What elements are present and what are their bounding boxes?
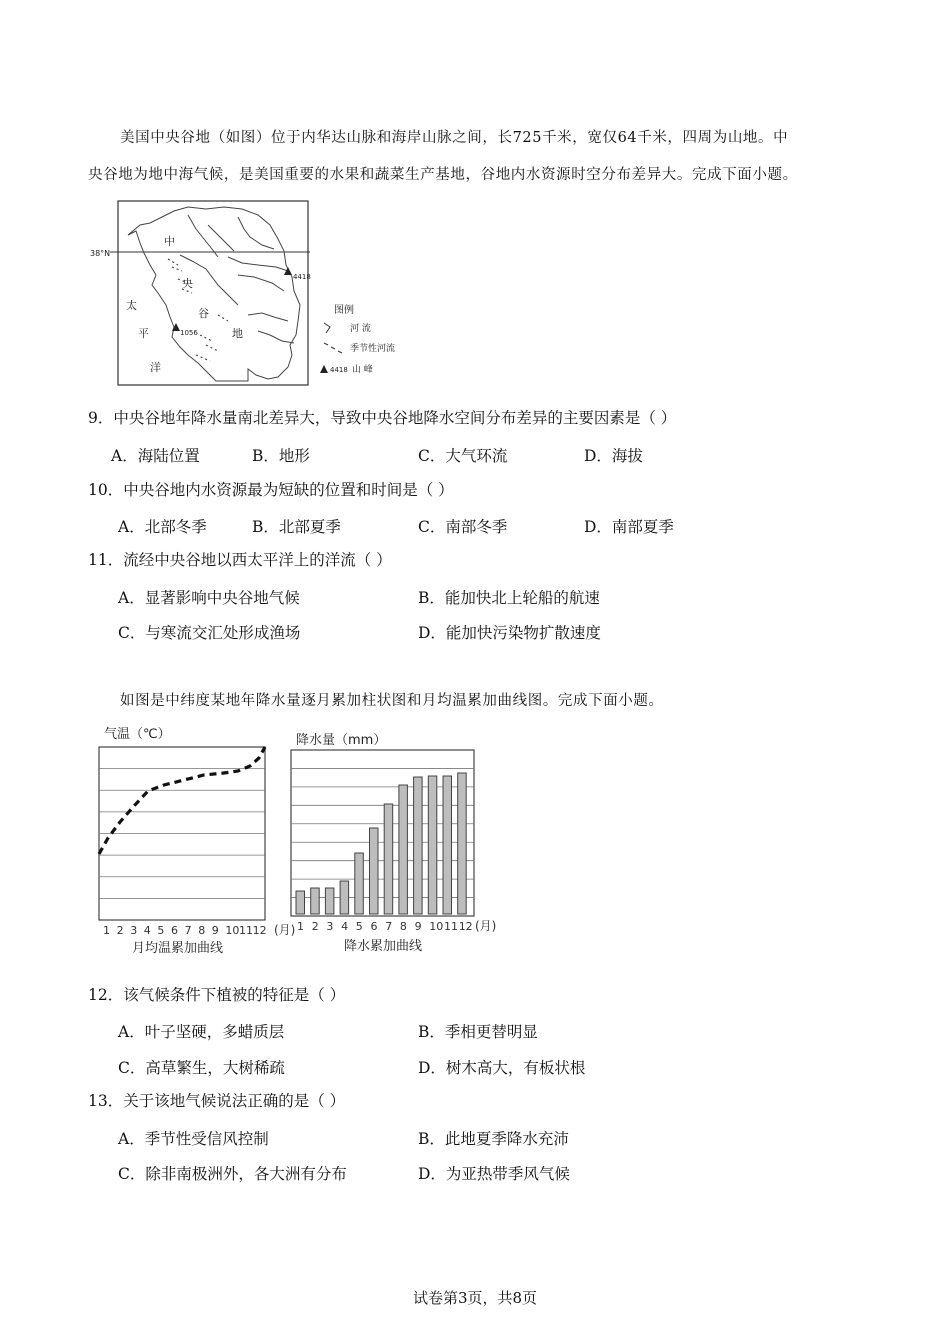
q12-option-d[interactable]: D．树木高大，有板状根 — [418, 1059, 586, 1077]
precip-chart-xticks — [297, 920, 473, 933]
temp-xtick: 10 — [225, 924, 240, 937]
temp-chart-x-unit: (月) — [274, 923, 296, 937]
temp-chart-xticks — [103, 924, 267, 937]
precip-xtick: 8 — [399, 920, 407, 933]
precip-bar — [399, 785, 408, 914]
precip-xtick: 12 — [458, 920, 473, 933]
q13-option-a[interactable]: A．季节性受信风控制 — [118, 1130, 269, 1148]
q10-option-d[interactable]: D．南部夏季 — [584, 518, 674, 536]
temp-xtick: 6 — [171, 924, 178, 937]
precip-bar — [414, 777, 423, 914]
precip-bar — [443, 776, 452, 914]
legend-peak: 山 峰 — [352, 365, 373, 375]
legend-peak-num: 4418 — [330, 366, 348, 374]
temp-xtick: 5 — [157, 924, 165, 937]
legend-seasonal-icon — [324, 343, 342, 353]
intro-paragraph-line1: 美国中央谷地（如图）位于内华达山脉和海岸山脉之间，长725千米，宽仅64千米，四周为山地。中 — [120, 130, 789, 146]
temp-xtick: 9 — [211, 924, 219, 937]
precip-bar — [370, 828, 379, 914]
legend-title: 图例 — [334, 305, 354, 316]
precip-xtick: 6 — [370, 920, 378, 933]
map-label-zhong: 中 — [164, 235, 175, 248]
page-footer: 试卷第3页，共8页 — [412, 1289, 538, 1307]
q13-option-d[interactable]: D．为亚热带季风气候 — [418, 1165, 570, 1183]
q11-option-a[interactable]: A．显著影响中央谷地气候 — [118, 589, 300, 607]
q11-stem: 11．流经中央谷地以西太平洋上的洋流（ ） — [88, 551, 392, 569]
q9-option-a[interactable]: A．海陆位置 — [111, 447, 200, 465]
precip-chart-xlabel: 降水累加曲线 — [344, 939, 423, 954]
temp-curve — [99, 747, 265, 854]
precip-bar — [296, 891, 305, 914]
temp-xtick: 7 — [184, 924, 192, 937]
precip-xtick: 9 — [414, 920, 422, 933]
map-label-tai: 太 — [126, 299, 137, 312]
peak-west-label: 1056 — [180, 329, 198, 337]
q11-option-d[interactable]: D．能加快污染物扩散速度 — [418, 624, 601, 642]
precip-xtick: 5 — [355, 920, 363, 933]
map-label-di: 地 — [232, 327, 243, 340]
q10-option-a[interactable]: A．北部冬季 — [118, 518, 207, 536]
precip-bar — [325, 888, 334, 914]
temp-chart-grid — [99, 747, 265, 920]
precip-bar — [311, 888, 320, 914]
intro-paragraph-line2: 央谷地为地中海气候，是美国重要的水果和蔬菜生产基地，谷地内水资源时空分布差异大。完成下面小题。 — [88, 167, 798, 183]
q12-option-a[interactable]: A．叶子坚硬，多蜡质层 — [118, 1023, 285, 1041]
temp-xtick: 8 — [198, 924, 206, 937]
precip-chart-x-unit: (月) — [475, 919, 497, 933]
map-label-yang2: 洋 — [150, 361, 161, 374]
map-frame — [118, 201, 308, 385]
precip-xtick: 4 — [341, 920, 349, 933]
q12-stem: 12．该气候条件下植被的特征是（ ） — [88, 986, 346, 1004]
temp-xtick: 2 — [116, 924, 124, 937]
intro2-paragraph: 如图是中纬度某地年降水量逐月累加柱状图和月均温累加曲线图。完成下面小题。 — [120, 693, 664, 709]
precip-xtick: 11 — [444, 920, 458, 933]
precip-xtick: 1 — [297, 920, 304, 933]
precip-chart-ylabel: 降水量（mm） — [296, 733, 387, 748]
q9-option-b[interactable]: B．地形 — [252, 447, 310, 465]
q13-option-c[interactable]: C．除非南极洲外，各大洲有分布 — [118, 1165, 347, 1183]
legend-river: 河 流 — [350, 324, 371, 334]
q9-option-d[interactable]: D．海拔 — [584, 447, 643, 465]
q11-option-c[interactable]: C．与寒流交汇处形成渔场 — [118, 624, 301, 642]
q9-option-c[interactable]: C．大气环流 — [418, 447, 508, 465]
precip-bars — [296, 773, 466, 914]
legend-river-icon — [324, 323, 330, 333]
q13-option-b[interactable]: B．此地夏季降水充沛 — [418, 1130, 569, 1148]
precip-bar — [384, 804, 393, 914]
precip-xtick: 2 — [311, 920, 319, 933]
central-valley-map — [88, 195, 418, 390]
legend-peak-icon — [320, 365, 328, 373]
temp-chart-ylabel: 气温（℃） — [104, 727, 171, 742]
legend-seasonal: 季节性河流 — [350, 344, 396, 354]
q9-stem: 9．中央谷地年降水量南北差异大，导致中央谷地降水空间分布差异的主要因素是（ ） — [88, 409, 677, 427]
temp-xtick: 11 — [239, 924, 253, 937]
temp-xtick: 3 — [130, 924, 138, 937]
precip-bar — [355, 853, 364, 914]
q12-option-c[interactable]: C．高草繁生，大树稀疏 — [118, 1059, 285, 1077]
q10-stem: 10．中央谷地内水资源最为短缺的位置和时间是（ ） — [88, 481, 454, 499]
temp-xtick: 12 — [252, 924, 267, 937]
temp-xtick: 4 — [143, 924, 151, 937]
map-label-yang: 央 — [182, 277, 193, 290]
q12-option-b[interactable]: B．季相更替明显 — [418, 1023, 538, 1041]
peak-east-label: 4418 — [293, 273, 311, 281]
latitude-label: 38°N — [90, 249, 111, 258]
precip-bar — [428, 776, 437, 914]
precip-xtick: 10 — [429, 920, 444, 933]
temp-chart-xlabel: 月均温累加曲线 — [132, 941, 224, 956]
temp-xtick: 1 — [103, 924, 110, 937]
precip-bar — [340, 881, 349, 914]
map-label-ping: 平 — [138, 327, 149, 340]
q11-option-b[interactable]: B．能加快北上轮船的航速 — [418, 589, 600, 607]
q10-option-b[interactable]: B．北部夏季 — [252, 518, 341, 536]
precip-xtick: 7 — [385, 920, 393, 933]
q10-option-c[interactable]: C．南部冬季 — [418, 518, 508, 536]
q13-stem: 13．关于该地气候说法正确的是（ ） — [88, 1092, 346, 1110]
climate-charts — [88, 720, 508, 960]
map-label-gu: 谷 — [198, 307, 209, 320]
precip-xtick: 3 — [326, 920, 334, 933]
precip-bar — [458, 773, 467, 914]
